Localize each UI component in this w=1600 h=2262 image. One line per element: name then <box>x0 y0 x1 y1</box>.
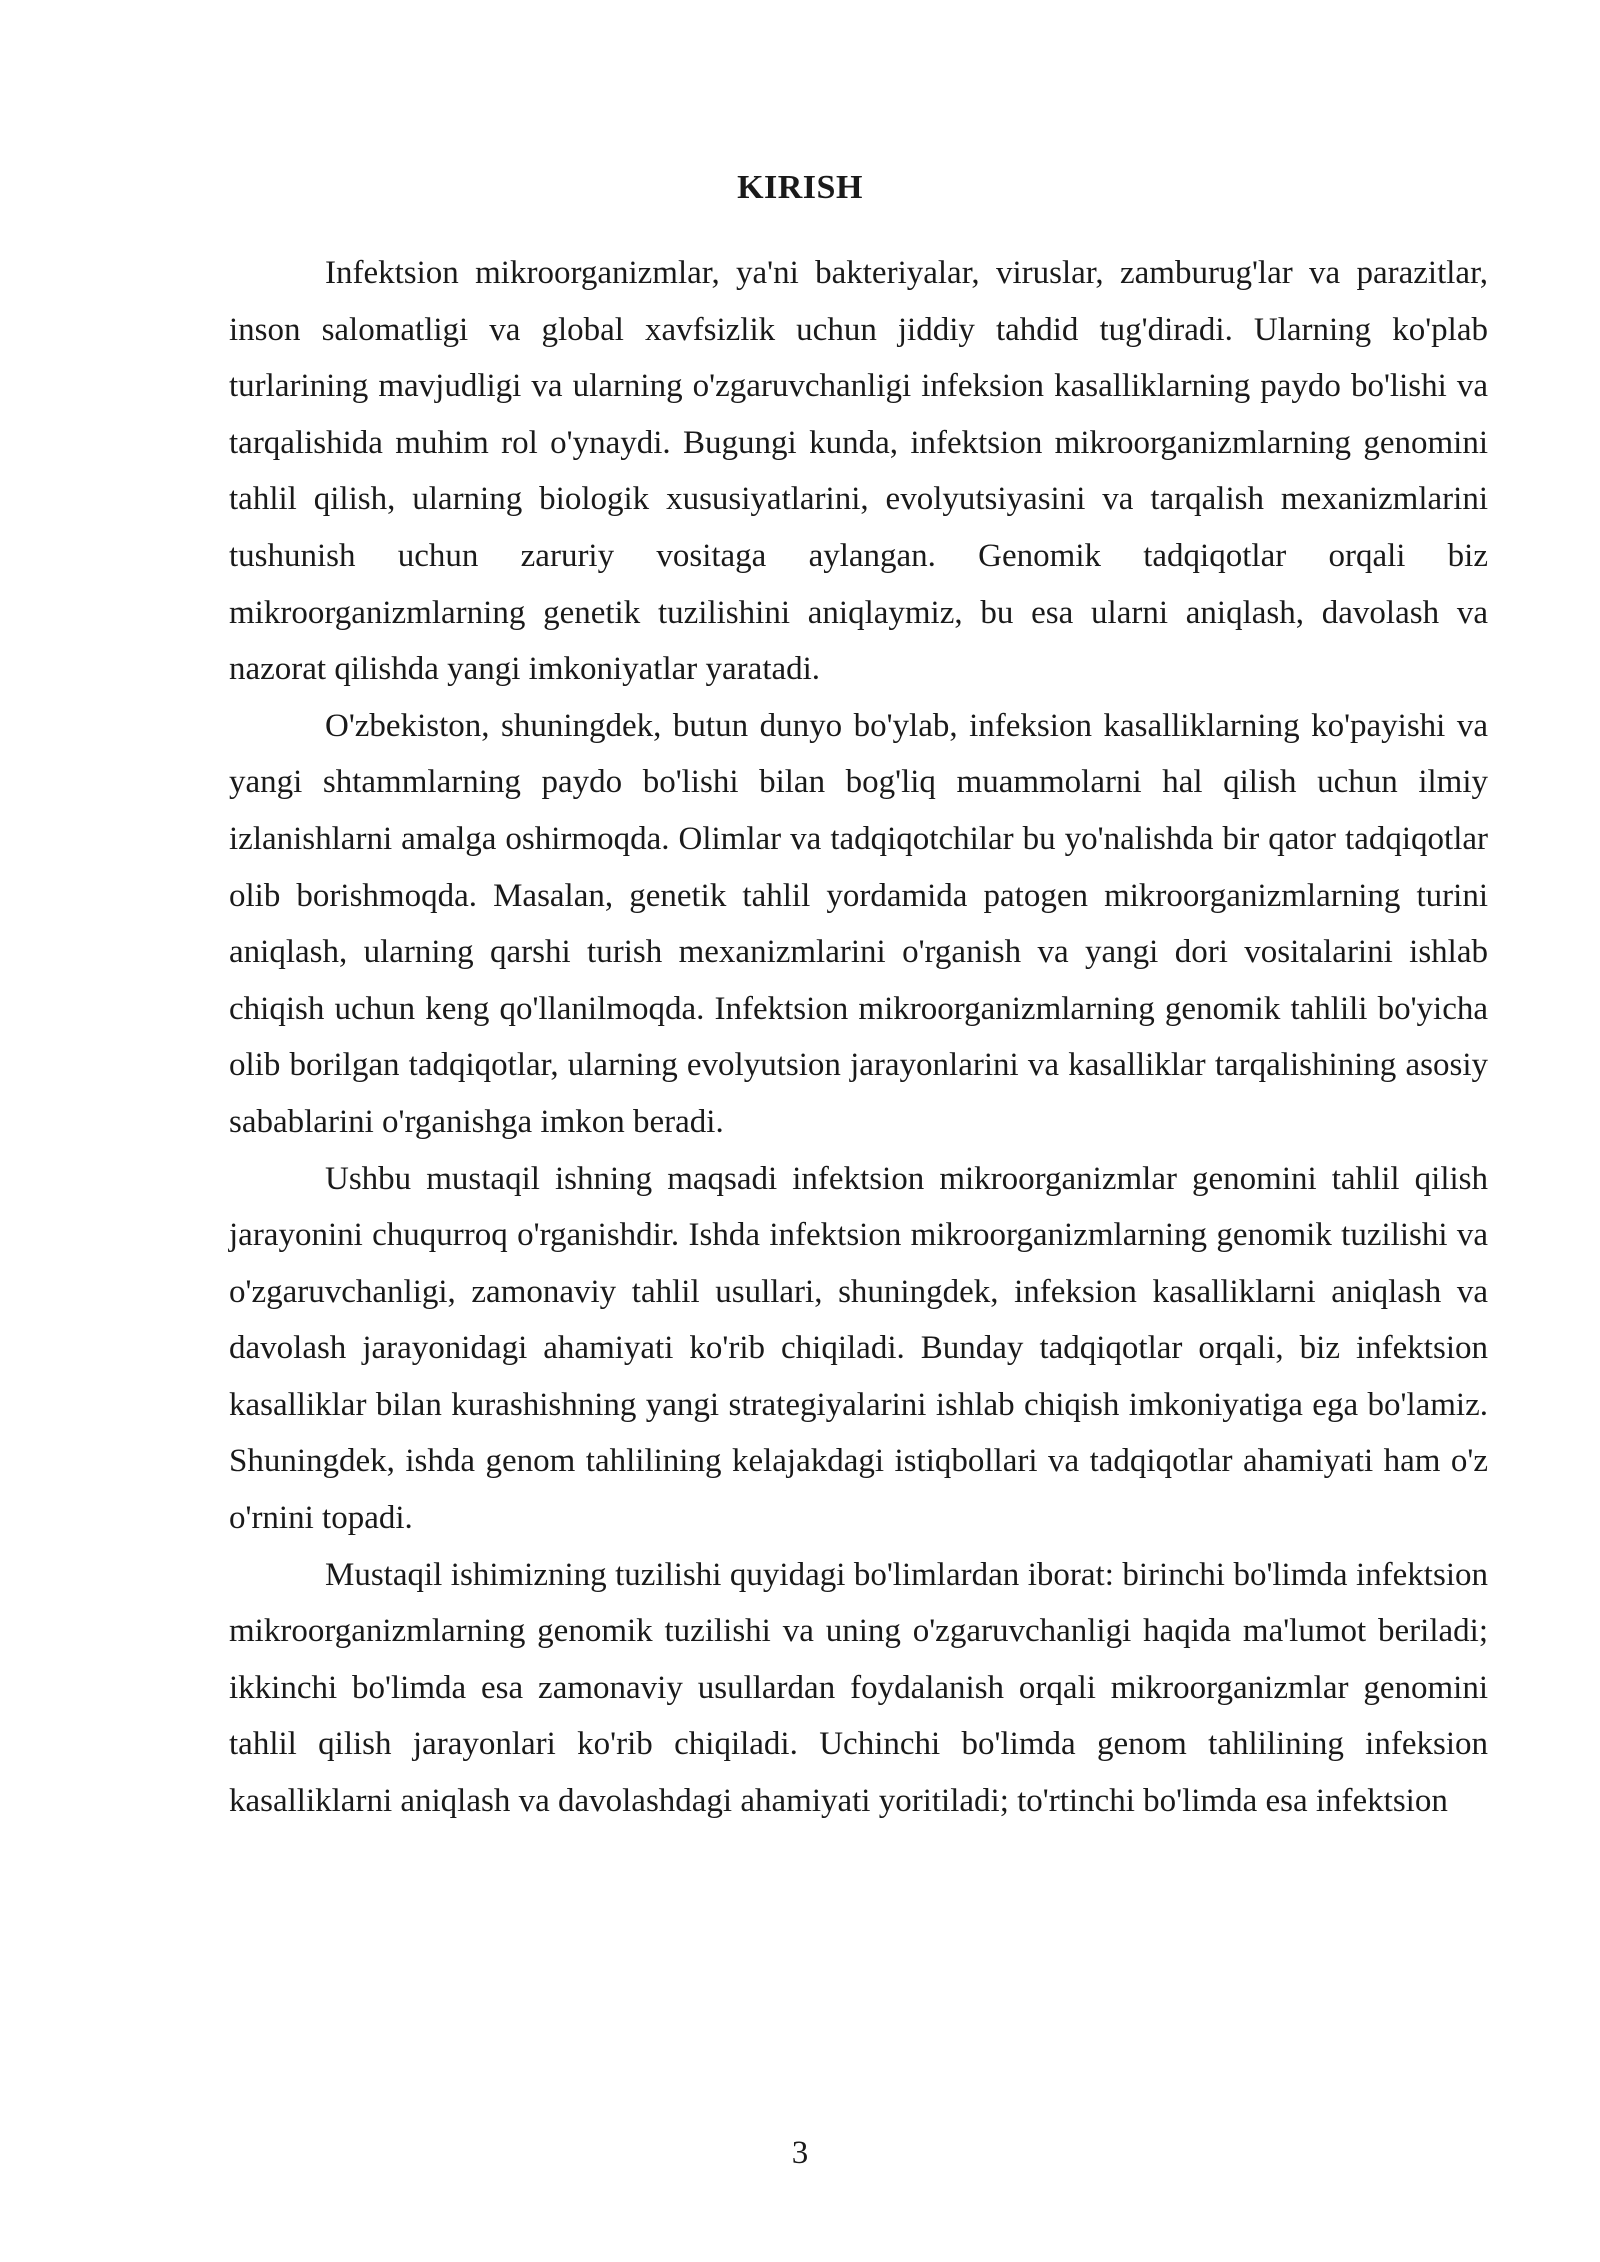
page-number: 3 <box>791 2135 809 2171</box>
page-title: KIRISH <box>737 169 863 206</box>
paragraph-3: Ushbu mustaqil ishning maqsadi infektsion mikroorganizmlar genomini tahlil qilish jarayonini chuqurroq o'rganishdir. Ishda infektsion mikroorganizmlarning genomik tuzilishi va o'zgaruvchanligi, zamonaviy tahlil usullari, shuningdek, infeksion kasalliklarni aniqlash va davolash jarayonidagi ahamiyati ko'rib chiqiladi. Bunday tadqiqotlar orqali, biz infektsion kasalliklar bilan kurashishning yangi strategiyalarini ishlab chiqish imkoniyatiga ega bo'lamiz. Shuningdek, ishda genom tahlilining kelajakdagi istiqbollari va tadqiqotlar ahamiyati ham o'z o'rnini topadi. <box>229 1160 1488 1537</box>
paragraph-4: Mustaqil ishimizning tuzilishi quyidagi bo'limlardan iborat: birinchi bo'limda infektsion mikroorganizmlarning genomik tuzilishi va uning o'zgaruvchanligi haqida ma'lumot beriladi; ikkinchi bo'limda esa zamonaviy usullardan foydalanish orqali mikroorganizmlar genomini tahlil qilish jarayonlari ko'rib chiqiladi. Uchinchi bo'limda genom tahlilining infeksion kasalliklarni aniqlash va davolashdagi ahamiyati yoritiladi; to'rtinchi bo'limda esa infektsion <box>229 1556 1488 1820</box>
paragraph-1: Infektsion mikroorganizmlar, ya'ni bakteriyalar, viruslar, zamburug'lar va parazitlar, inson salomatligi va global xavfsizlik uchun jiddiy tahdid tug'diradi. Ularning ko'plab turlarining mavjudligi va ularning o'zgaruvchanligi infeksion kasalliklarning paydo bo'lishi va tarqalishida muhim rol o'ynaydi. Bugungi kunda, infektsion mikroorganizmlarning genomini tahlil qilish, ularning biologik xususiyatlarini, evolyutsiyasini va tarqalish mexanizmlarini tushunish uchun zaruriy vositaga aylangan. Genomik tadqiqotlar orqali biz mikroorganizmlarning genetik tuzilishini aniqlaymiz, bu esa ularni aniqlash, davolash va nazorat qilishda yangi imkoniyatlar yaratadi. <box>229 255 1488 688</box>
paragraph-2: O'zbekiston, shuningdek, butun dunyo bo'ylab, infeksion kasalliklarning ko'payishi va yangi shtammlarning paydo bo'lishi bilan bog'liq muammolarni hal qilish uchun ilmiy izlanishlarni amalga oshirmoqda. Olimlar va tadqiqotchilar bu yo'nalishda bir qator tadqiqotlar olib borishmoqda. Masalan, genetik tahlil yordamida patogen mikroorganizmlarning turini aniqlash, ularning qarshi turish mexanizmlarini o'rganish va yangi dori vositalarini ishlab chiqish uchun keng qo'llanilmoqda. Infektsion mikroorganizmlarning genomik tahlili bo'yicha olib borilgan tadqiqotlar, ularning evolyutsion jarayonlarini va kasalliklar tarqalishining asosiy sabablarini o'rganishga imkon beradi. <box>229 707 1488 1140</box>
body-text <box>229 245 1488 1830</box>
